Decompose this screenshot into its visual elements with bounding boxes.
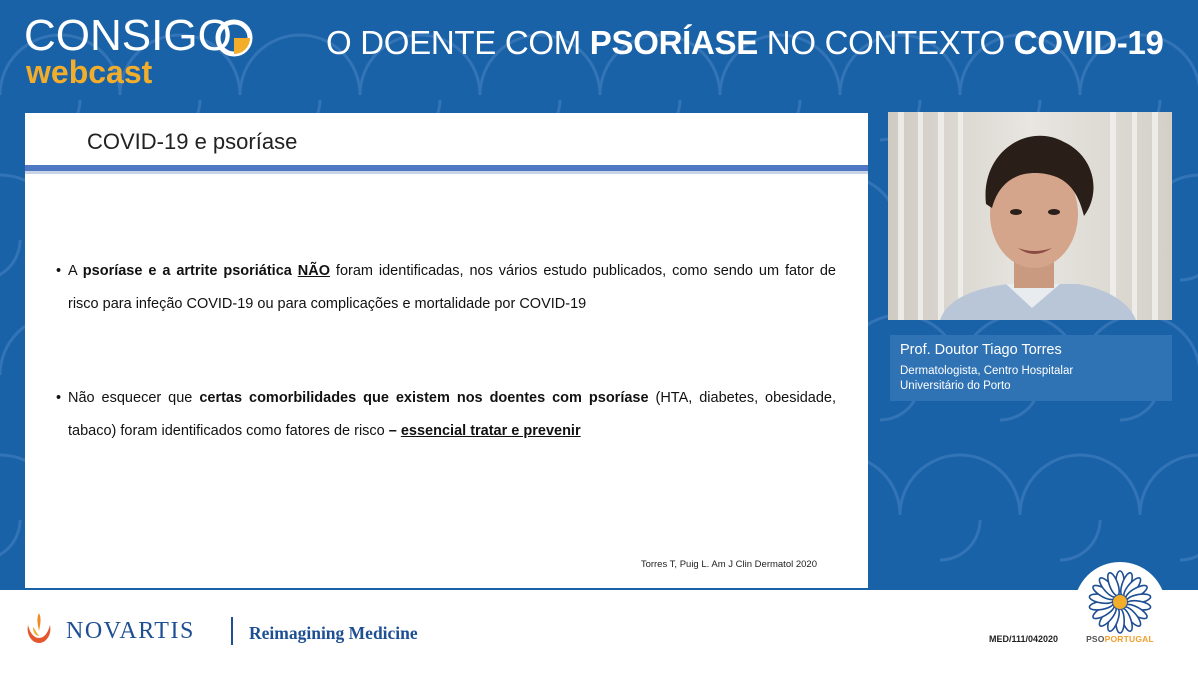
header-title-bold1: PSORÍASE: [589, 24, 758, 61]
bullet-text: [56, 255, 836, 321]
header-title: [326, 24, 1178, 62]
bullet-text: [56, 382, 836, 448]
slide-title: COVID-19 e psoríase: [87, 129, 298, 154]
pso-label-part2: PORTUGAL: [1104, 634, 1154, 644]
presentation-slide: [25, 113, 868, 588]
bullet2-bold: certas comorbilidades que existem nos doentes com psoríase: [199, 390, 649, 406]
brand-consigo: CONSIGO: [24, 11, 232, 60]
bullet-dot: •: [56, 263, 62, 279]
speaker-name: Prof. Doutor Tiago Torres: [900, 342, 1062, 358]
bullet2-text-mid: (HTA, diabetes, obesidade, tabaco) foram identificados como fatores de risco: [68, 390, 836, 439]
slide-reference: Torres T, Puig L. Am J Clin Dermatol 2020: [640, 559, 817, 570]
bullet1-bold: psoríase e a artrite psoriática: [82, 263, 298, 279]
bullet-comorbidities: [56, 382, 836, 448]
header-title-bold2: COVID-19: [1013, 24, 1164, 61]
bullet2-dash: –: [388, 423, 401, 439]
footer-separator: [231, 617, 233, 645]
bullet1-bold-underline: NÃO: [297, 263, 330, 279]
brand-webcast: webcast: [26, 54, 153, 90]
footer-bar: [0, 590, 1198, 674]
header-title-part2: NO CONTEXTO: [757, 24, 1014, 61]
speaker-role: [900, 364, 1073, 394]
novartis-tagline: Reimagining Medicine: [249, 623, 418, 643]
daisy-flower-icon: [1086, 568, 1154, 636]
bullet2-bold-underline: essencial tratar e prevenir: [400, 423, 581, 439]
material-code: MED/111/042020: [989, 634, 1059, 644]
bullet-psoriasis-not-risk: [56, 255, 836, 321]
speaker-video-image: [888, 112, 1172, 320]
header-title-part1: O DOENTE COM: [326, 24, 590, 61]
speaker-role-line1: Dermatologista, Centro Hospitalar: [900, 365, 1074, 377]
bullet1-text-end: foram identificadas, nos vários estudo publicados, como sendo um fator de risco para infeção COVID-19 ou para complicações e mortalidade por COVID-19: [68, 263, 836, 312]
pso-label-part1: PSO: [1086, 634, 1105, 644]
pso-portugal-badge: [1074, 562, 1166, 654]
consigo-logo-icon: [214, 18, 254, 58]
novartis-flame-icon: [24, 611, 54, 645]
slide-title-underline: [25, 171, 868, 174]
pso-portugal-label: [1074, 634, 1166, 644]
bullet-dot: •: [56, 390, 62, 406]
bullet1-text-start: A: [68, 263, 83, 279]
speaker-info-card: [890, 335, 1172, 401]
speaker-video-feed: [888, 112, 1172, 320]
speaker-role-line2: Universitário do Porto: [900, 380, 1011, 392]
novartis-wordmark: NOVARTIS: [66, 618, 195, 644]
bullet2-text-start: Não esquecer que: [68, 390, 200, 406]
